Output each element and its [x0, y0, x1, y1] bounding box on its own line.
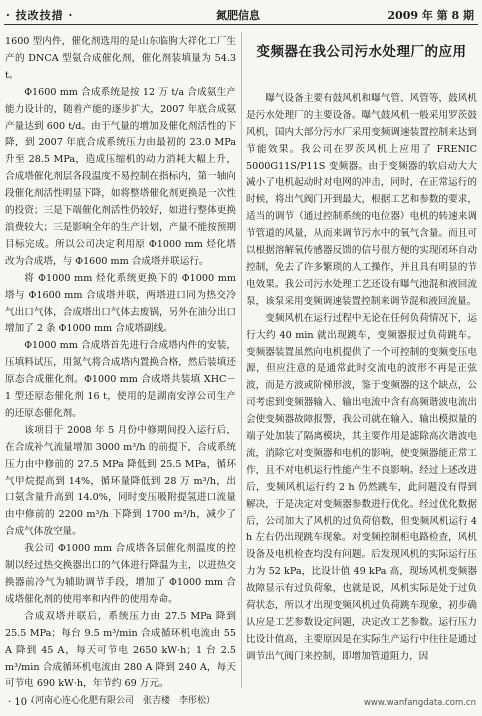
page-header	[0, 0, 482, 26]
article-title: 变频器在我公司污水处理厂的应用	[256, 44, 467, 60]
watermark: www.wanfangdata.com.cn	[363, 698, 476, 708]
paragraph: 我公司 Φ1000 mm 合成塔各层催化剂温度的控制以经过热交换器出口的气体进行降温为主，以进热交换器前冷气为辅助调节手段，增加了 Φ1000 mm 合成塔催化剂的使用率和内件的使用寿命。	[5, 543, 236, 605]
author-credit: （河南心连心化肥有限公司 张吉楼 李彤松）	[25, 696, 215, 707]
header-rule	[4, 24, 478, 25]
right-column	[246, 30, 477, 682]
paragraph: 曝气设备主要有鼓风机和曝气管、风管等，鼓风机是污水处理厂的主要设备。曝气鼓风机一般采用罗茨鼓风机，国内大部分污水厂采用变频调速装置控制来达到节能效果。我公司在罗茨风机上应用了 FRENIC 5000G11S/P11S 变频器。由于变频器的软启动大大减小了电机起动时对电网的冲击，同时，在正常运行的时候，将出气阀门开到最大，根据工艺和参数的要求，适当的调节（通过控制系统的电位器）电机的转速来调节管道的风量，从而来调节污水中的氧气含量。而且可以根据溶解氧传感器反馈的信号很方便的实现闭环自动控制，免去了许多繁琐的人工操作，并且具有明显的节电效果。我公司污水处理工艺还设有曝气池混和液回流泵，该泵采用变频调速装置控制来调节混和液回流量。	[246, 92, 477, 307]
column-divider	[241, 32, 242, 688]
section-label: · 技改技措 ·	[6, 9, 74, 22]
paragraph: 该项目于 2008 年 5 月份中修期间投入运行后，在合成补气流量增加 3000 m³/h 的前提下，合成系统压力由中修前的 27.5 MPa 降低到 25.5 MPa，循环气甲烷提高到 14%，循环量降低到 28 万 m³/h，出口氨含量升高到 14.0%，同时变压吸附提氢进口流量由中修前的 2200 m³/h 下降到 1700 m³/h，减少了合成气体放空量。	[5, 424, 236, 538]
page-footer	[0, 692, 482, 716]
issue-number: 2009 年 第 8 期	[387, 9, 474, 22]
page-number: · 10 ·	[8, 697, 34, 708]
paragraph: 1600 型内件，催化剂选用的是山东临朐大祥化工厂生产的 DNCA 型氨合成催化剂，催化剂装填量为 54.3 t。	[5, 36, 236, 81]
left-column	[5, 34, 236, 707]
paragraph: Φ1600 mm 合成系统是按 12 万 t/a 合成氨生产能力设计的，随着产能的逐步扩大，2007 年底合成氨产量达到 600 t/d。由于气量的增加及催化剂活性的下降，到 2007 年底合成系统压力由最初的 23.0 MPa 升至 28.5 MPa，造成压缩机的动力消耗大幅上升，合成塔催化剂层各段温度不易控制在指标内，第一轴向段催化剂活性明显下降，如将整塔催化剂更换是一次性的投资；三是下端催化剂活性仍较好，如进行整体更换浪费较大；三是影响全年的生产计划，产量不能按预期目标完成。所以公司决定利用原 Φ1000 mm 烃化塔改为合成塔，与 Φ1600 mm 合成塔并联运行。	[5, 86, 236, 267]
paragraph: 变频风机在运行过程中无论在任何负荷情况下，运行大约 40 min 就出现跳车，变频器报过负荷跳车。变频器装置虽然向电机提供了一个可控制的变频变压电源，但应注意的是通常此时交流电的波形不再是正弦波，而是方波或阶梯形波，鉴于变频器的这个缺点，公司考虑到变频器输入、输出电流中含有高频谐波电流出会使变频器故障报警，我公司就在输入、输出模拟量的端子处加装了隔离模块，其主要作用是滤除高次谐波电流，消除它对变频器和电机的影响，使变频器能正常工作，且不对电机运行性能产生不良影响。经过上述改进后，变频风机运行约 2 h 仍然跳车，此问题没有得到解决，于是决定对变频器参数进行优化。经过优化数据后，公司加大了风机的过负荷倍数，但变频风机运行 4 h 左右仍出现跳车现象。对变频控制柜电路检查，风机设备及电机检查均没有问题。后发现风机的实际运行压力为 52 kPa，比设计值 49 kPa 高，现场风机变频器故障显示有过负荷象，也就是说，风机实际是处于过负荷状态，所以才出现变频风机过负荷跳车现象，初步确认应是工艺参数设定问题，决定改工艺参数。运行压力比设计值高，主要原因是在实际生产运行中往往是通过调节出气阀门来控制，即增加管道阻力，因	[246, 312, 477, 662]
paragraph: 将 Φ1000 mm 烃化系统更换下的 Φ1000 mm 塔与 Φ1600 mm 合成塔并联，两塔进口同为热交冷气出口气体，合成塔出口气体去废锅，另外在油分出口增加了 2 条 Φ1000 mm 合成塔副线。	[5, 272, 236, 335]
journal-name: 氮肥信息	[216, 9, 260, 22]
paragraph: 合成双塔并联后，系统压力由 27.5 MPa 降到 25.5 MPa；每台 9.5 m³/min 合成循环机电流由 55 A 降到 45 A，每天可节电 2650 kW·h；1 台 2.5 m³/min 合成循环机电流由 280 A 降到 240 A，每天可节电 690 kW·h，年节约 69 万元。	[5, 610, 236, 690]
paragraph: Φ1000 mm 合成塔首先进行合成塔内件的安装，压填料试压，用氮气将合成塔内置换合格，然后装填还原态合成催化剂。Φ1000 mm 合成塔共装填 XHC－1 型还原态催化剂 16 t，使用的是湖南安淳公司生产的还原态催化剂。	[5, 340, 236, 419]
